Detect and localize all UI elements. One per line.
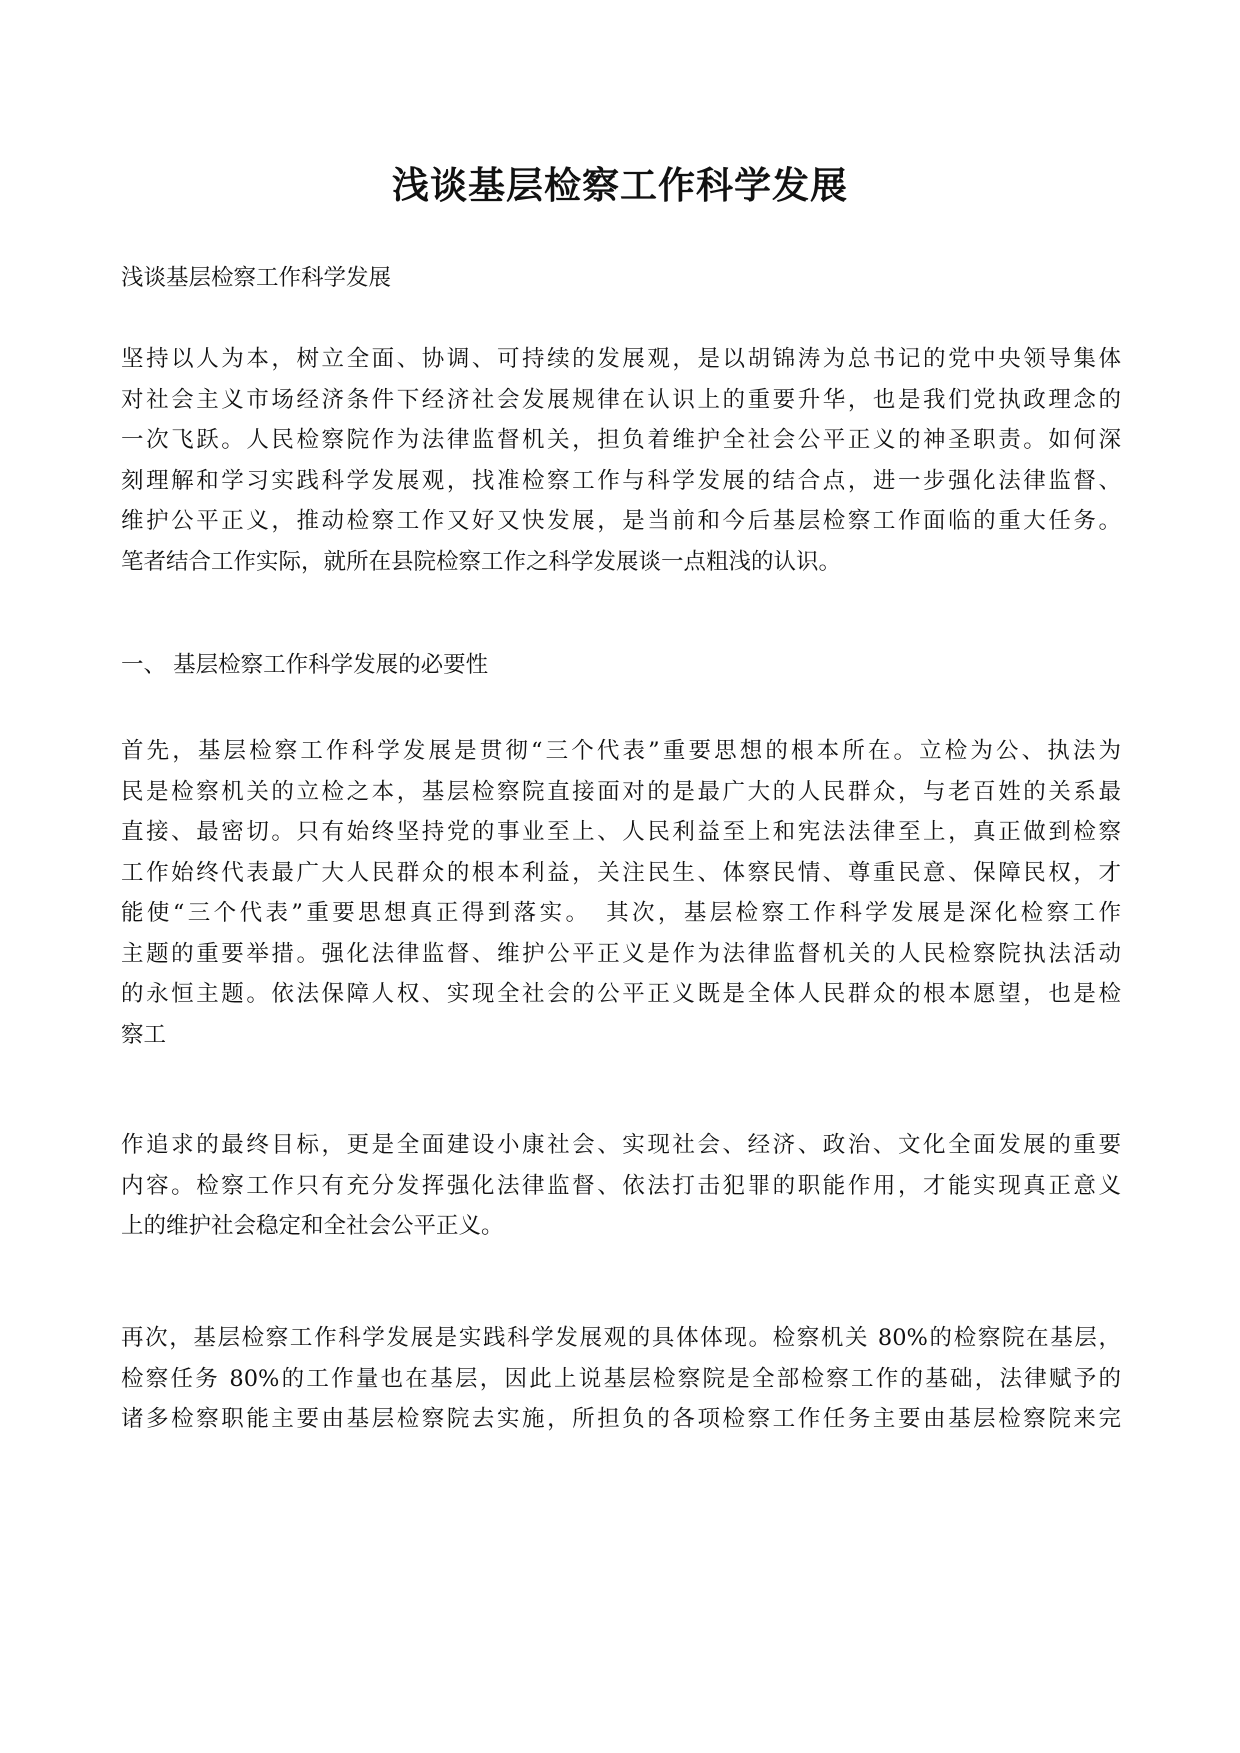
paragraph-line: 再次，基层检察工作科学发展是实践科学发展观的具体体现。检察机关 80%的检察院在基层， xyxy=(121,1325,1121,1351)
paragraph-line: 坚持以人为本，树立全面、协调、可持续的发展观，是以胡锦涛为总书记的党中央领导集体 xyxy=(121,346,1121,372)
paragraph-line: 上的维护社会稳定和全社会公平正义。 xyxy=(121,1213,504,1239)
paragraph-line: 民是检察机关的立检之本，基层检察院直接面对的是最广大的人民群众，与老百姓的关系最 xyxy=(121,778,1121,805)
paragraph-line: 检察任务 80%的工作量也在基层，因此上说基层检察院是全部检察工作的基础，法律赋予的 xyxy=(121,1365,1121,1392)
paragraph-line: 一次飞跃。人民检察院作为法律监督机关，担负着维护全社会公平正义的神圣职责。如何深 xyxy=(121,427,1121,453)
document-title: 浅谈基层检察工作科学发展 xyxy=(392,163,848,207)
paragraph-line: 内容。检察工作只有充分发挥强化法律监督、依法打击犯罪的职能作用，才能实现真正意义 xyxy=(121,1172,1121,1199)
section-heading-1 xyxy=(121,645,1121,686)
heading-line: 一、 基层检察工作科学发展的必要性 xyxy=(121,652,489,678)
paragraph-intro xyxy=(121,339,1121,582)
paragraph-line: 作追求的最终目标，更是全面建设小康社会、实现社会、经济、政治、文化全面发展的重要 xyxy=(121,1132,1121,1158)
paragraph-line: 首先，基层检察工作科学发展是贯彻“三个代表”重要思想的根本所在。立检为公、执法为 xyxy=(121,738,1121,764)
paragraph-line: 的永恒主题。依法保障人权、实现全社会的公平正义既是全体人民群众的根本愿望，也是检 xyxy=(121,981,1121,1007)
paragraph-line: 直接、最密切。只有始终坚持党的事业至上、人民利益至上和宪法法律至上，真正做到检察 xyxy=(121,819,1121,845)
paragraph-line: 诸多检察职能主要由基层检察院去实施，所担负的各项检察工作任务主要由基层检察院来完 xyxy=(121,1406,1121,1432)
paragraph-line: 主题的重要举措。强化法律监督、维护公平正义是作为法律监督机关的人民检察院执法活动 xyxy=(121,940,1121,967)
paragraph-line: 对社会主义市场经济条件下经济社会发展规律在认识上的重要升华，也是我们党执政理念的 xyxy=(121,386,1121,413)
paragraph-line: 刻理解和学习实践科学发展观，找准检察工作与科学发展的结合点，进一步强化法律监督、 xyxy=(121,467,1121,494)
paragraph-line: 笔者结合工作实际，就所在县院检察工作之科学发展谈一点粗浅的认识。 xyxy=(121,548,842,575)
paragraph-line: 察工 xyxy=(121,1021,167,1048)
subtitle-line: 浅谈基层检察工作科学发展 xyxy=(121,265,392,291)
paragraph-again xyxy=(121,1318,1121,1440)
document-subtitle xyxy=(121,258,1121,299)
paragraph-line: 维护公平正义，推动检察工作又好又快发展，是当前和今后基层检察工作面临的重大任务。 xyxy=(121,508,1121,534)
paragraph-line: 能使“三个代表”重要思想真正得到落实。 其次，基层检察工作科学发展是深化检察工作 xyxy=(121,900,1121,926)
paragraph-line: 工作始终代表最广大人民群众的根本利益，关注民生、体察民情、尊重民意、保障民权，才 xyxy=(121,859,1121,886)
paragraph-first xyxy=(121,731,1121,1055)
paragraph-continued xyxy=(121,1125,1121,1247)
